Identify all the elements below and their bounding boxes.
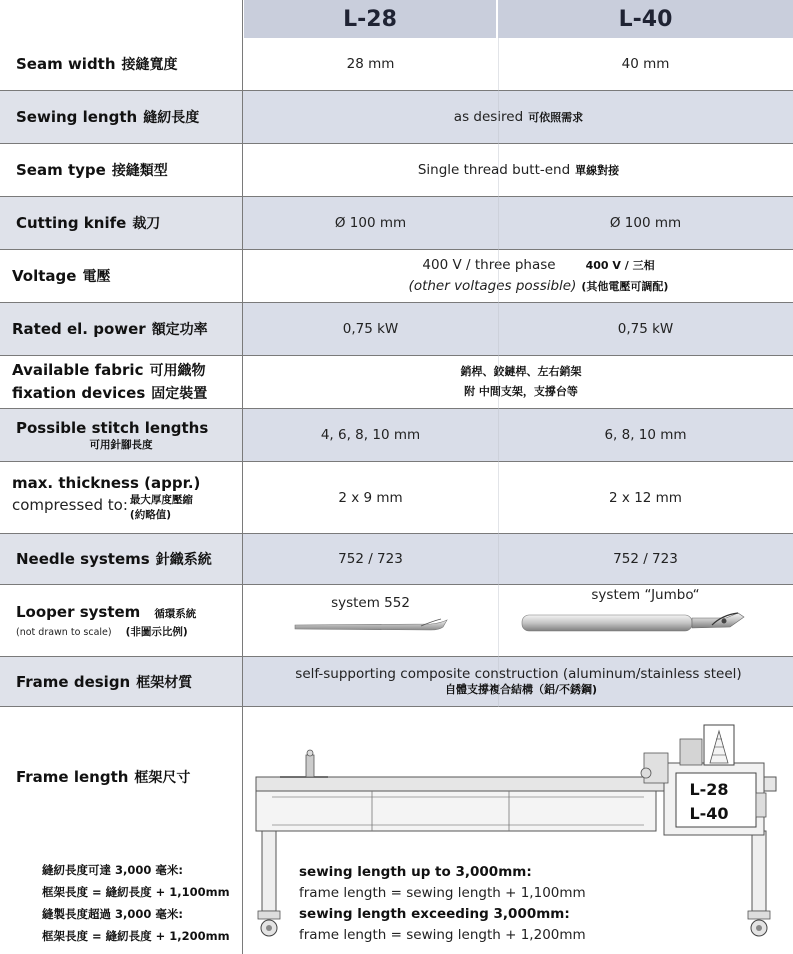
looper-552-image [291, 617, 451, 637]
header-blank-cell [0, 0, 243, 38]
row-label [0, 409, 243, 461]
value-l40: 6, 8, 10 mm [604, 427, 687, 443]
voltage-line1: 400 V / three phase [422, 257, 556, 273]
row-label [0, 250, 243, 302]
label-zh: 縫紉長度 [143, 110, 200, 126]
row-label [0, 657, 243, 706]
row-label [0, 585, 243, 656]
note-zh-2: 框架長度 = 縫紉長度 + 1,100mm [42, 885, 230, 899]
value-l28: Ø 100 mm [334, 215, 407, 231]
label-zh: 可用針腳長度 [89, 439, 153, 451]
label-en: Available fabric [12, 361, 144, 379]
value-en: Single thread butt-end [417, 162, 571, 178]
voltage-line2: (other voltages possible) [408, 278, 577, 294]
value-zh: 自體支撐複合結構（鋁/不銹鋼) [444, 682, 598, 696]
row-looper-system [0, 585, 793, 657]
value-l28: 28 mm [346, 56, 395, 72]
value-l40: 2 x 12 mm [609, 489, 682, 506]
value-span [244, 144, 793, 196]
label-en: Sewing length [16, 108, 138, 126]
row-label [0, 303, 243, 355]
row-stitch-lengths [0, 409, 793, 462]
value-l40: 0,75 kW [617, 321, 674, 337]
voltage-line2-zh: (其他電壓可調配) [581, 280, 669, 293]
value-l28 [244, 585, 497, 656]
row-label [0, 534, 243, 584]
row-sewing-length [0, 91, 793, 144]
looper-l28-label: system 552 [331, 594, 410, 611]
label-en: Voltage [12, 267, 77, 285]
label-zh: 額定功率 [151, 322, 208, 338]
column-divider [498, 38, 499, 707]
row-frame-design [0, 657, 793, 707]
row-label [0, 144, 243, 196]
value-l28: 4, 6, 8, 10 mm [320, 427, 421, 443]
label-zh: 框架材質 [136, 674, 193, 691]
row-label [0, 462, 243, 533]
value-l40 [498, 585, 793, 656]
frame-notes-en [299, 862, 586, 946]
label-en: Seam type [16, 161, 106, 179]
value-en: self-supporting composite construction (aluminum/stainless steel) [295, 665, 742, 682]
note-en-1-bold: sewing length up to 3,000mm: [299, 864, 532, 880]
label-zh: 接縫類型 [111, 163, 168, 179]
row-label [0, 38, 243, 90]
label-en: Rated el. power [12, 320, 146, 338]
label-en: Cutting knife [16, 214, 127, 232]
label-en: fixation devices [12, 384, 146, 402]
header-l28: L-28 [244, 0, 497, 38]
row-rated-power [0, 303, 793, 356]
header-l40: L-40 [498, 0, 793, 38]
voltage-line1-zh: 400 V / 三相 [585, 259, 655, 272]
value-l28: 2 x 9 mm [338, 489, 403, 506]
table-header [0, 0, 793, 38]
machine-label-l28: L-28 [689, 780, 729, 799]
label-zh-sub: (約略值) [129, 508, 171, 521]
value-en: as desired [453, 109, 524, 125]
value-span [244, 250, 793, 302]
row-seam-width [0, 38, 793, 91]
label-zh: 框架尺寸 [134, 770, 191, 786]
label-zh: 針織系統 [155, 552, 212, 568]
value-l40: 752 / 723 [613, 551, 678, 567]
looper-l40-label: system “Jumbo“ [591, 586, 700, 603]
row-label [0, 197, 243, 249]
label-zh: 裁刀 [132, 216, 161, 232]
label-en: Possible stitch lengths [16, 419, 209, 437]
value-span [244, 91, 793, 143]
label-zh: 最大厚度壓縮 [129, 493, 193, 506]
row-label [0, 91, 243, 143]
frame-notes-zh [42, 859, 230, 947]
note-zh-1: 縫紉長度可達 3,000 毫米: [42, 863, 183, 877]
label-en: Looper system [16, 602, 141, 621]
label-en: Frame design [16, 672, 131, 691]
value-l28: 752 / 723 [338, 551, 403, 567]
fixation-line2: 附 中間支架，支撐台等 [464, 385, 578, 398]
label-zh: 可用織物 [149, 363, 206, 379]
value-l28: 0,75 kW [342, 321, 399, 337]
row-voltage [0, 250, 793, 303]
label-en: Frame length [16, 768, 129, 786]
row-cutting-knife [0, 197, 793, 250]
note-zh-3: 縫製長度超過 3,000 毫米: [42, 907, 183, 921]
machine-label-l40: L-40 [689, 804, 729, 823]
note-en-1: frame length = sewing length + 1,100mm [299, 885, 586, 901]
label-sub: (not drawn to scale) [16, 626, 112, 638]
row-label [0, 707, 243, 954]
label-en-sub: compressed to: [12, 495, 128, 514]
value-span [244, 657, 793, 706]
label-en: Seam width [16, 55, 116, 73]
row-frame-length [0, 707, 793, 954]
label-en: Needle systems [16, 550, 150, 568]
label-sub-zh: (非圖示比例) [125, 625, 188, 638]
label-en: max. thickness (appr.) [12, 473, 201, 492]
value-zh: 可依照需求 [528, 111, 584, 124]
row-needle-systems [0, 534, 793, 585]
looper-jumbo-image [516, 609, 756, 637]
row-max-thickness [0, 462, 793, 534]
row-label [0, 356, 243, 408]
fixation-line1: 銷桿、鉸鏈桿、左右銷架 [460, 365, 582, 378]
label-zh: 電壓 [82, 269, 111, 285]
value-zh: 單線對接 [575, 164, 620, 177]
label-zh: 循環系統 [154, 607, 197, 620]
note-en-2: frame length = sewing length + 1,200mm [299, 927, 586, 943]
note-zh-4: 框架長度 = 縫紉長度 + 1,200mm [42, 929, 230, 943]
row-seam-type [0, 144, 793, 197]
note-en-2-bold: sewing length exceeding 3,000mm: [299, 906, 570, 922]
label-zh: 接縫寬度 [121, 57, 178, 73]
value-l40: 40 mm [621, 56, 670, 72]
value-l40: Ø 100 mm [609, 215, 682, 231]
value-span [244, 356, 793, 408]
row-fabric-fixation [0, 356, 793, 409]
label-zh: 固定裝置 [151, 386, 208, 402]
